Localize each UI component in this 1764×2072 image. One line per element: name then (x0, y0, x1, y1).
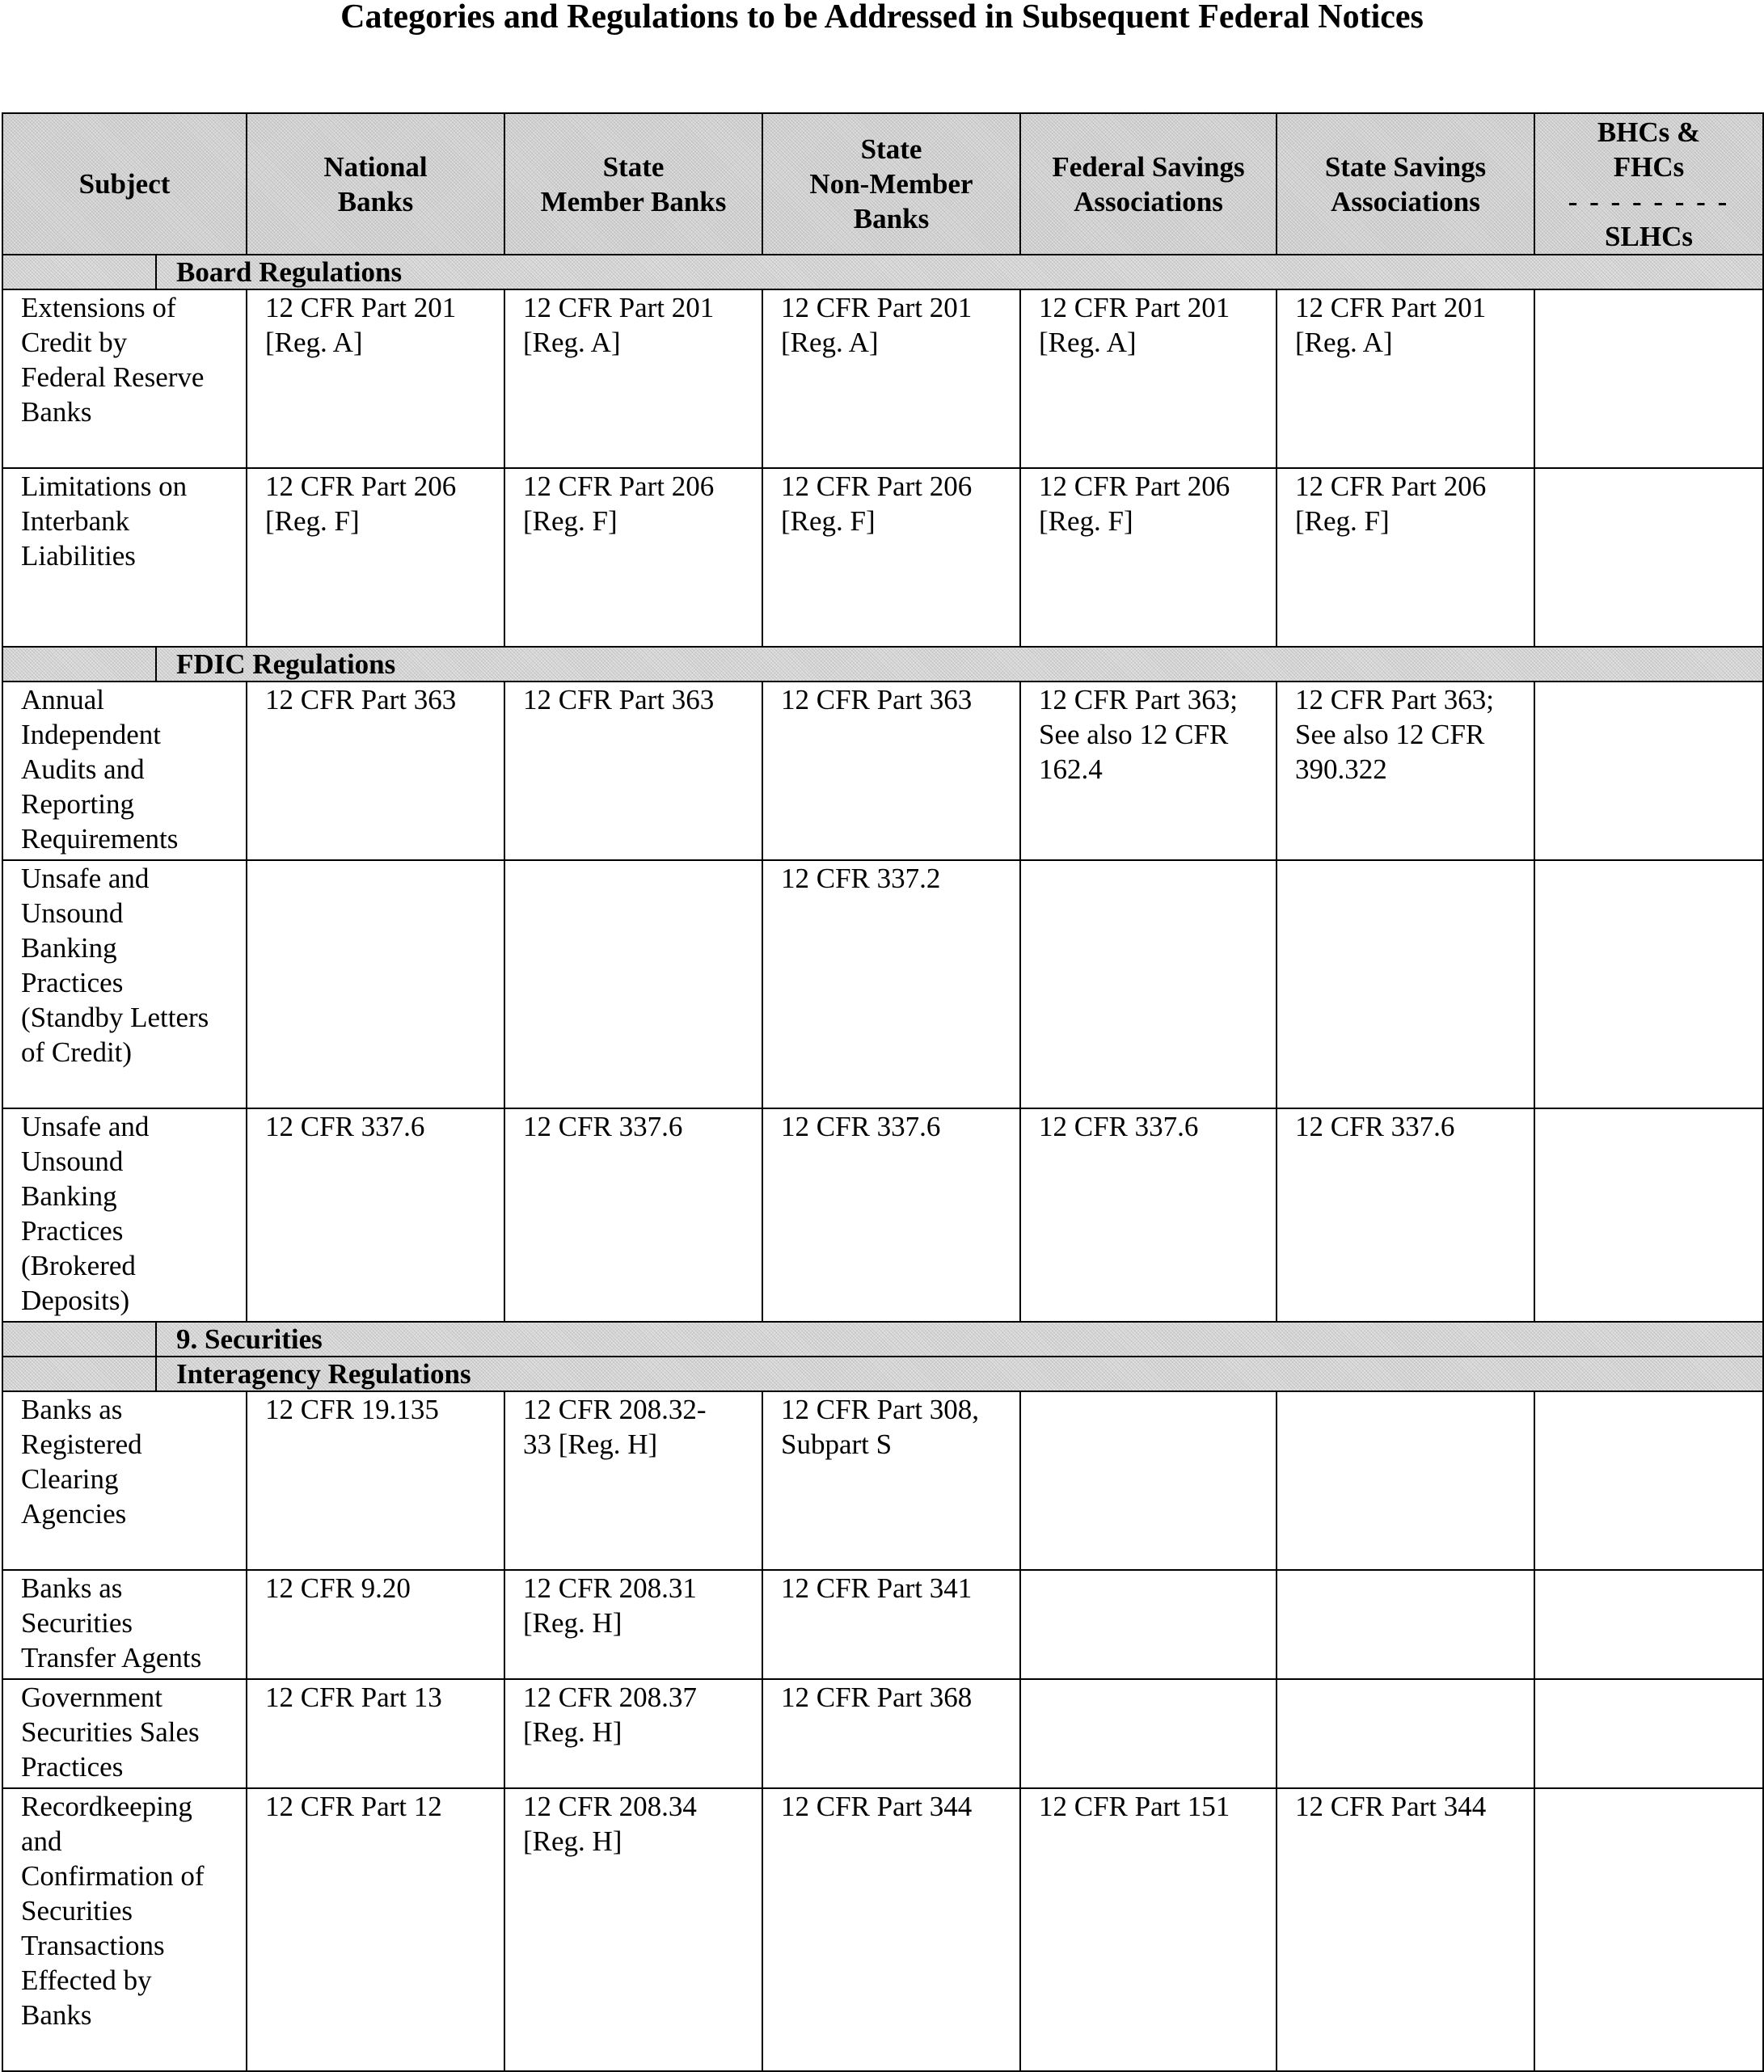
subject-line: Limitations on (21, 471, 188, 502)
column-header-line: Associations (1074, 185, 1223, 217)
regulation-cell (762, 1788, 1020, 2071)
regulation-line: Subpart S (781, 1428, 893, 1460)
regulation-line: 12 CFR 337.6 (781, 1111, 941, 1142)
subject-cell (2, 1788, 247, 2071)
subject-line: Practices (21, 967, 124, 998)
column-header-line: State Savings (1324, 150, 1487, 183)
column-header (1534, 113, 1763, 255)
table-body (2, 255, 1763, 2071)
subject-cell (2, 682, 247, 860)
regulation-line: [Reg. H] (523, 1716, 622, 1748)
regulation-line: 12 CFR Part 363 (523, 684, 715, 715)
regulation-cell (1020, 1391, 1277, 1570)
regulation-cell (1277, 1570, 1534, 1679)
regulation-cell (762, 1391, 1020, 1570)
column-header-line: Non-Member (809, 168, 973, 200)
subject-line: (Standby Letters (21, 1002, 209, 1033)
regulation-cell (504, 1570, 762, 1679)
regulation-cell (1534, 682, 1763, 860)
table-row (2, 1570, 1763, 1679)
regulation-line: 12 CFR Part 201 (1295, 292, 1487, 323)
section-band (2, 1322, 1763, 1357)
section-row (2, 647, 1763, 682)
subject-line: Unsound (21, 897, 124, 929)
regulation-line: 12 CFR 337.6 (265, 1111, 425, 1142)
subject-line: and (21, 1825, 62, 1857)
section-row (2, 1357, 1763, 1391)
regulation-cell (1534, 1788, 1763, 2071)
subject-line: Interbank (21, 505, 130, 537)
regulation-line: 12 CFR 337.6 (523, 1111, 683, 1142)
subject-line: Registered (21, 1428, 142, 1460)
subject-cell (2, 289, 247, 468)
subject-line: Independent (21, 719, 161, 750)
regulation-cell (762, 1570, 1020, 1679)
regulation-cell (1277, 1679, 1534, 1788)
regulation-line: 12 CFR Part 308, (781, 1394, 980, 1425)
regulation-line: 12 CFR 9.20 (265, 1572, 411, 1604)
subject-line: Unsound (21, 1146, 124, 1177)
subject-line: (Brokered (21, 1250, 136, 1281)
subject-line: Reporting (21, 788, 134, 820)
regulation-line: 12 CFR Part 363 (781, 684, 973, 715)
regulation-line: [Reg. A] (523, 327, 621, 358)
regulation-line: [Reg. A] (265, 327, 363, 358)
table-row (2, 1391, 1763, 1570)
subject-line: Recordkeeping (21, 1791, 192, 1822)
regulation-cell (1277, 1108, 1534, 1322)
section-spacer (3, 1323, 157, 1356)
subject-line: Banks as (21, 1572, 123, 1604)
section-spacer (3, 1357, 157, 1390)
regulation-cell (1534, 289, 1763, 468)
table-row (2, 289, 1763, 468)
section-row (2, 1322, 1763, 1357)
regulation-line: 12 CFR Part 206 (1039, 471, 1230, 502)
subject-cell (2, 1391, 247, 1570)
subject-line: Clearing (21, 1463, 119, 1495)
regulation-line: [Reg. H] (523, 1607, 622, 1639)
regulation-cell (1020, 682, 1277, 860)
column-header-line: State (860, 133, 922, 165)
regulation-cell (504, 1391, 762, 1570)
regulation-line: 162.4 (1039, 753, 1103, 785)
regulation-cell (504, 860, 762, 1108)
table-row (2, 682, 1763, 860)
regulation-line: 12 CFR Part 206 (265, 471, 457, 502)
regulation-line: 12 CFR Part 201 (1039, 292, 1230, 323)
subject-line: Banks (21, 1999, 92, 2031)
regulation-line: [Reg. A] (781, 327, 879, 358)
subject-line: Unsafe and (21, 863, 150, 894)
regulation-line: 12 CFR Part 201 (523, 292, 715, 323)
subject-line: Banks (21, 396, 92, 428)
regulation-line: 12 CFR 208.37 (523, 1682, 697, 1713)
regulation-line: 12 CFR Part 206 (523, 471, 715, 502)
regulation-line: 12 CFR 208.34 (523, 1791, 697, 1822)
regulation-line: [Reg. H] (523, 1825, 622, 1857)
column-header-line: Associations (1331, 185, 1480, 217)
regulation-cell (762, 682, 1020, 860)
regulation-cell (1534, 468, 1763, 647)
regulation-cell (247, 1391, 504, 1570)
regulation-cell (762, 860, 1020, 1108)
regulation-line: 12 CFR Part 368 (781, 1682, 973, 1713)
table-row (2, 860, 1763, 1108)
subject-line: Practices (21, 1215, 124, 1247)
regulation-cell (1020, 1570, 1277, 1679)
section-label: 9. Securities (176, 1323, 323, 1355)
section-spacer (3, 255, 157, 289)
subject-line: of Credit) (21, 1036, 133, 1068)
column-header-line: Subject (78, 168, 171, 200)
column-header-line: National (323, 150, 428, 183)
subject-line: Requirements (21, 823, 179, 855)
regulation-cell (762, 1108, 1020, 1322)
regulation-cell (247, 1108, 504, 1322)
subject-line: Securities (21, 1895, 133, 1926)
column-header-line: Member Banks (540, 185, 727, 217)
subject-line: Banks as (21, 1394, 123, 1425)
subject-line: Federal Reserve (21, 361, 205, 393)
subject-line: Transfer Agents (21, 1642, 202, 1673)
regulation-cell (1277, 468, 1534, 647)
regulation-cell (1020, 468, 1277, 647)
regulation-line: 12 CFR Part 344 (781, 1791, 973, 1822)
regulation-cell (247, 860, 504, 1108)
subject-line: Transactions (21, 1930, 165, 1961)
section-band (2, 255, 1763, 289)
regulation-line: See also 12 CFR (1295, 719, 1485, 750)
table-row (2, 468, 1763, 647)
subject-line: Effected by (21, 1964, 152, 1996)
regulation-cell (1020, 1108, 1277, 1322)
regulation-cell (1277, 1391, 1534, 1570)
subject-line: Banking (21, 1180, 117, 1212)
column-header (1020, 113, 1277, 255)
subject-line: Securities Sales (21, 1716, 200, 1748)
subject-line: Deposits) (21, 1285, 130, 1316)
column-header (1277, 113, 1534, 255)
regulation-cell (1277, 1788, 1534, 2071)
subject-line: Practices (21, 1751, 124, 1783)
regulation-line: 12 CFR 208.32- (523, 1394, 707, 1425)
column-header-line: Banks (337, 185, 414, 217)
regulation-cell (247, 682, 504, 860)
regulation-line: 12 CFR Part 206 (781, 471, 973, 502)
column-header (762, 113, 1020, 255)
regulation-line: 12 CFR 19.135 (265, 1394, 439, 1425)
regulation-cell (1277, 860, 1534, 1108)
column-header (504, 113, 762, 255)
regulation-line: 12 CFR Part 363; (1295, 684, 1495, 715)
column-header-line: - - - - - - - - (1568, 185, 1730, 217)
regulation-cell (762, 468, 1020, 647)
subject-line: Credit by (21, 327, 128, 358)
regulation-cell (1534, 1391, 1763, 1570)
subject-line: Extensions of (21, 292, 176, 323)
regulation-cell (1534, 1679, 1763, 1788)
regulation-line: 33 [Reg. H] (523, 1428, 658, 1460)
subject-line: Unsafe and (21, 1111, 150, 1142)
subject-line: Liabilities (21, 540, 136, 572)
regulation-cell (1020, 1679, 1277, 1788)
subject-cell (2, 468, 247, 647)
section-row (2, 255, 1763, 289)
regulation-cell (504, 1679, 762, 1788)
table-row (2, 1788, 1763, 2071)
regulation-line: 12 CFR Part 363 (265, 684, 457, 715)
regulation-cell (247, 1679, 504, 1788)
regulation-cell (1020, 289, 1277, 468)
regulation-cell (504, 468, 762, 647)
subject-cell (2, 1108, 247, 1322)
column-header-line: FHCs (1613, 150, 1685, 183)
subject-line: Audits and (21, 753, 145, 785)
column-header-line: SLHCs (1605, 220, 1693, 252)
section-label: Board Regulations (176, 256, 403, 288)
subject-line: Banking (21, 932, 117, 964)
subject-cell (2, 1570, 247, 1679)
column-header-line: Federal Savings (1052, 150, 1245, 183)
regulation-line: 12 CFR Part 13 (265, 1682, 442, 1713)
header-row (2, 113, 1763, 255)
regulation-line: 12 CFR Part 12 (265, 1791, 442, 1822)
section-band (2, 647, 1763, 682)
regulation-cell (504, 1108, 762, 1322)
column-header-line: Banks (853, 203, 930, 234)
regulation-line: [Reg. A] (1039, 327, 1137, 358)
regulation-line: [Reg. F] (1039, 505, 1133, 537)
section-label: Interagency Regulations (176, 1358, 471, 1390)
regulation-cell (504, 682, 762, 860)
table-row (2, 1108, 1763, 1322)
regulation-line: [Reg. F] (781, 505, 876, 537)
column-header (2, 113, 247, 255)
subject-line: Annual (21, 684, 105, 715)
regulation-line: 12 CFR Part 201 (781, 292, 973, 323)
regulation-cell (247, 1570, 504, 1679)
regulation-line: [Reg. F] (265, 505, 360, 537)
section-band (2, 1357, 1763, 1391)
column-header (247, 113, 504, 255)
regulation-line: See also 12 CFR (1039, 719, 1229, 750)
regulation-cell (1534, 1108, 1763, 1322)
subject-cell (2, 860, 247, 1108)
regulation-cell (1277, 682, 1534, 860)
regulation-cell (247, 1788, 504, 2071)
subject-line: Securities (21, 1607, 133, 1639)
regulation-cell (247, 289, 504, 468)
column-header-line: BHCs & (1597, 116, 1701, 148)
section-spacer (3, 648, 157, 681)
regulation-cell (762, 289, 1020, 468)
regulation-cell (1277, 289, 1534, 468)
regulation-line: 12 CFR Part 344 (1295, 1791, 1487, 1822)
section-label: FDIC Regulations (176, 648, 396, 680)
subject-line: Confirmation of (21, 1860, 205, 1892)
regulation-cell (1534, 1570, 1763, 1679)
regulation-line: 12 CFR Part 206 (1295, 471, 1487, 502)
page-title: Categories and Regulations to be Addressed in Subsequent Federal Notices (340, 0, 1424, 36)
regulation-line: 390.322 (1295, 753, 1387, 785)
regulation-line: 12 CFR Part 341 (781, 1572, 973, 1604)
regulations-table (2, 112, 1764, 2072)
regulation-cell (762, 1679, 1020, 1788)
subject-line: Government (21, 1682, 162, 1713)
regulation-cell (247, 468, 504, 647)
regulation-cell (504, 289, 762, 468)
regulation-line: [Reg. F] (1295, 505, 1390, 537)
regulation-line: [Reg. A] (1295, 327, 1393, 358)
regulation-cell (504, 1788, 762, 2071)
subject-cell (2, 1679, 247, 1788)
regulation-cell (1020, 1788, 1277, 2071)
regulation-cell (1020, 860, 1277, 1108)
regulation-line: [Reg. F] (523, 505, 618, 537)
table-row (2, 1679, 1763, 1788)
regulation-line: 12 CFR Part 363; (1039, 684, 1239, 715)
regulation-line: 12 CFR Part 201 (265, 292, 457, 323)
regulation-line: 12 CFR 208.31 (523, 1572, 697, 1604)
regulation-line: 12 CFR 337.6 (1039, 1111, 1199, 1142)
regulation-cell (1534, 860, 1763, 1108)
regulation-line: 12 CFR 337.2 (781, 863, 941, 894)
regulation-line: 12 CFR 337.6 (1295, 1111, 1455, 1142)
column-header-line: State (602, 150, 665, 183)
regulation-line: 12 CFR Part 151 (1039, 1791, 1230, 1822)
subject-line: Agencies (21, 1498, 127, 1530)
